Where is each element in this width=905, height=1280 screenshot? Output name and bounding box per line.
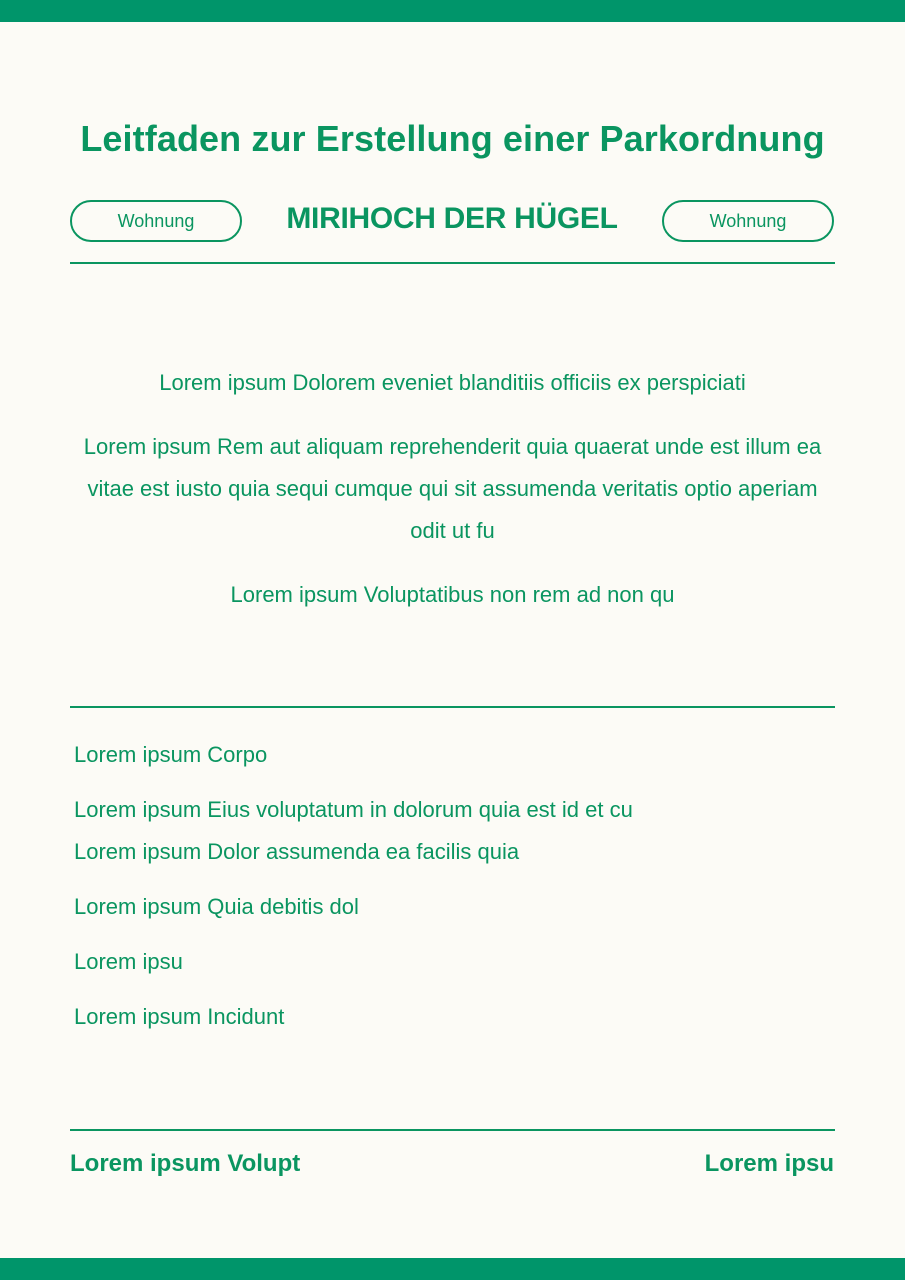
list-item: Lorem ipsum Corpo	[74, 742, 268, 767]
intro-paragraph: Lorem ipsum Rem aut aliquam reprehenderit quia quaerat unde est illum ea vitae est iusto quia sequi cumque qui sit assumenda veritatis optio aperiam odit ut fu	[83, 434, 822, 543]
divider-top	[70, 262, 835, 264]
intro-paragraph: Lorem ipsum Voluptatibus non rem ad non qu	[230, 582, 675, 607]
list-item: Lorem ipsum Incidunt	[74, 1004, 285, 1029]
header-row	[70, 200, 834, 242]
page-title: Leitfaden zur Erstellung einer Parkordnung	[80, 118, 825, 159]
list-item: Lorem ipsum Eius voluptatum in dolorum quia est id et cu Lorem ipsum Dolor assumenda ea facilis quia	[74, 797, 633, 864]
intro-paragraph: Lorem ipsum Dolorem eveniet blanditiis officiis ex perspiciati	[159, 370, 746, 395]
footer-left-text: Lorem ipsum Volupt	[70, 1150, 301, 1177]
right-pill-badge: Wohnung	[662, 200, 834, 242]
divider-bottom	[70, 1129, 835, 1131]
divider-middle	[70, 706, 835, 708]
footer-right-text: Lorem ipsu	[704, 1150, 834, 1177]
list-item: Lorem ipsum Quia debitis dol	[74, 894, 359, 919]
content-list	[74, 734, 834, 1051]
page-subtitle: MIRIHOCH DER HÜGEL	[286, 202, 618, 235]
list-item: Lorem ipsu	[74, 949, 183, 974]
bottom-bar	[0, 1258, 905, 1280]
intro-section	[70, 362, 835, 638]
top-bar	[0, 0, 905, 22]
left-pill-badge: Wohnung	[70, 200, 242, 242]
